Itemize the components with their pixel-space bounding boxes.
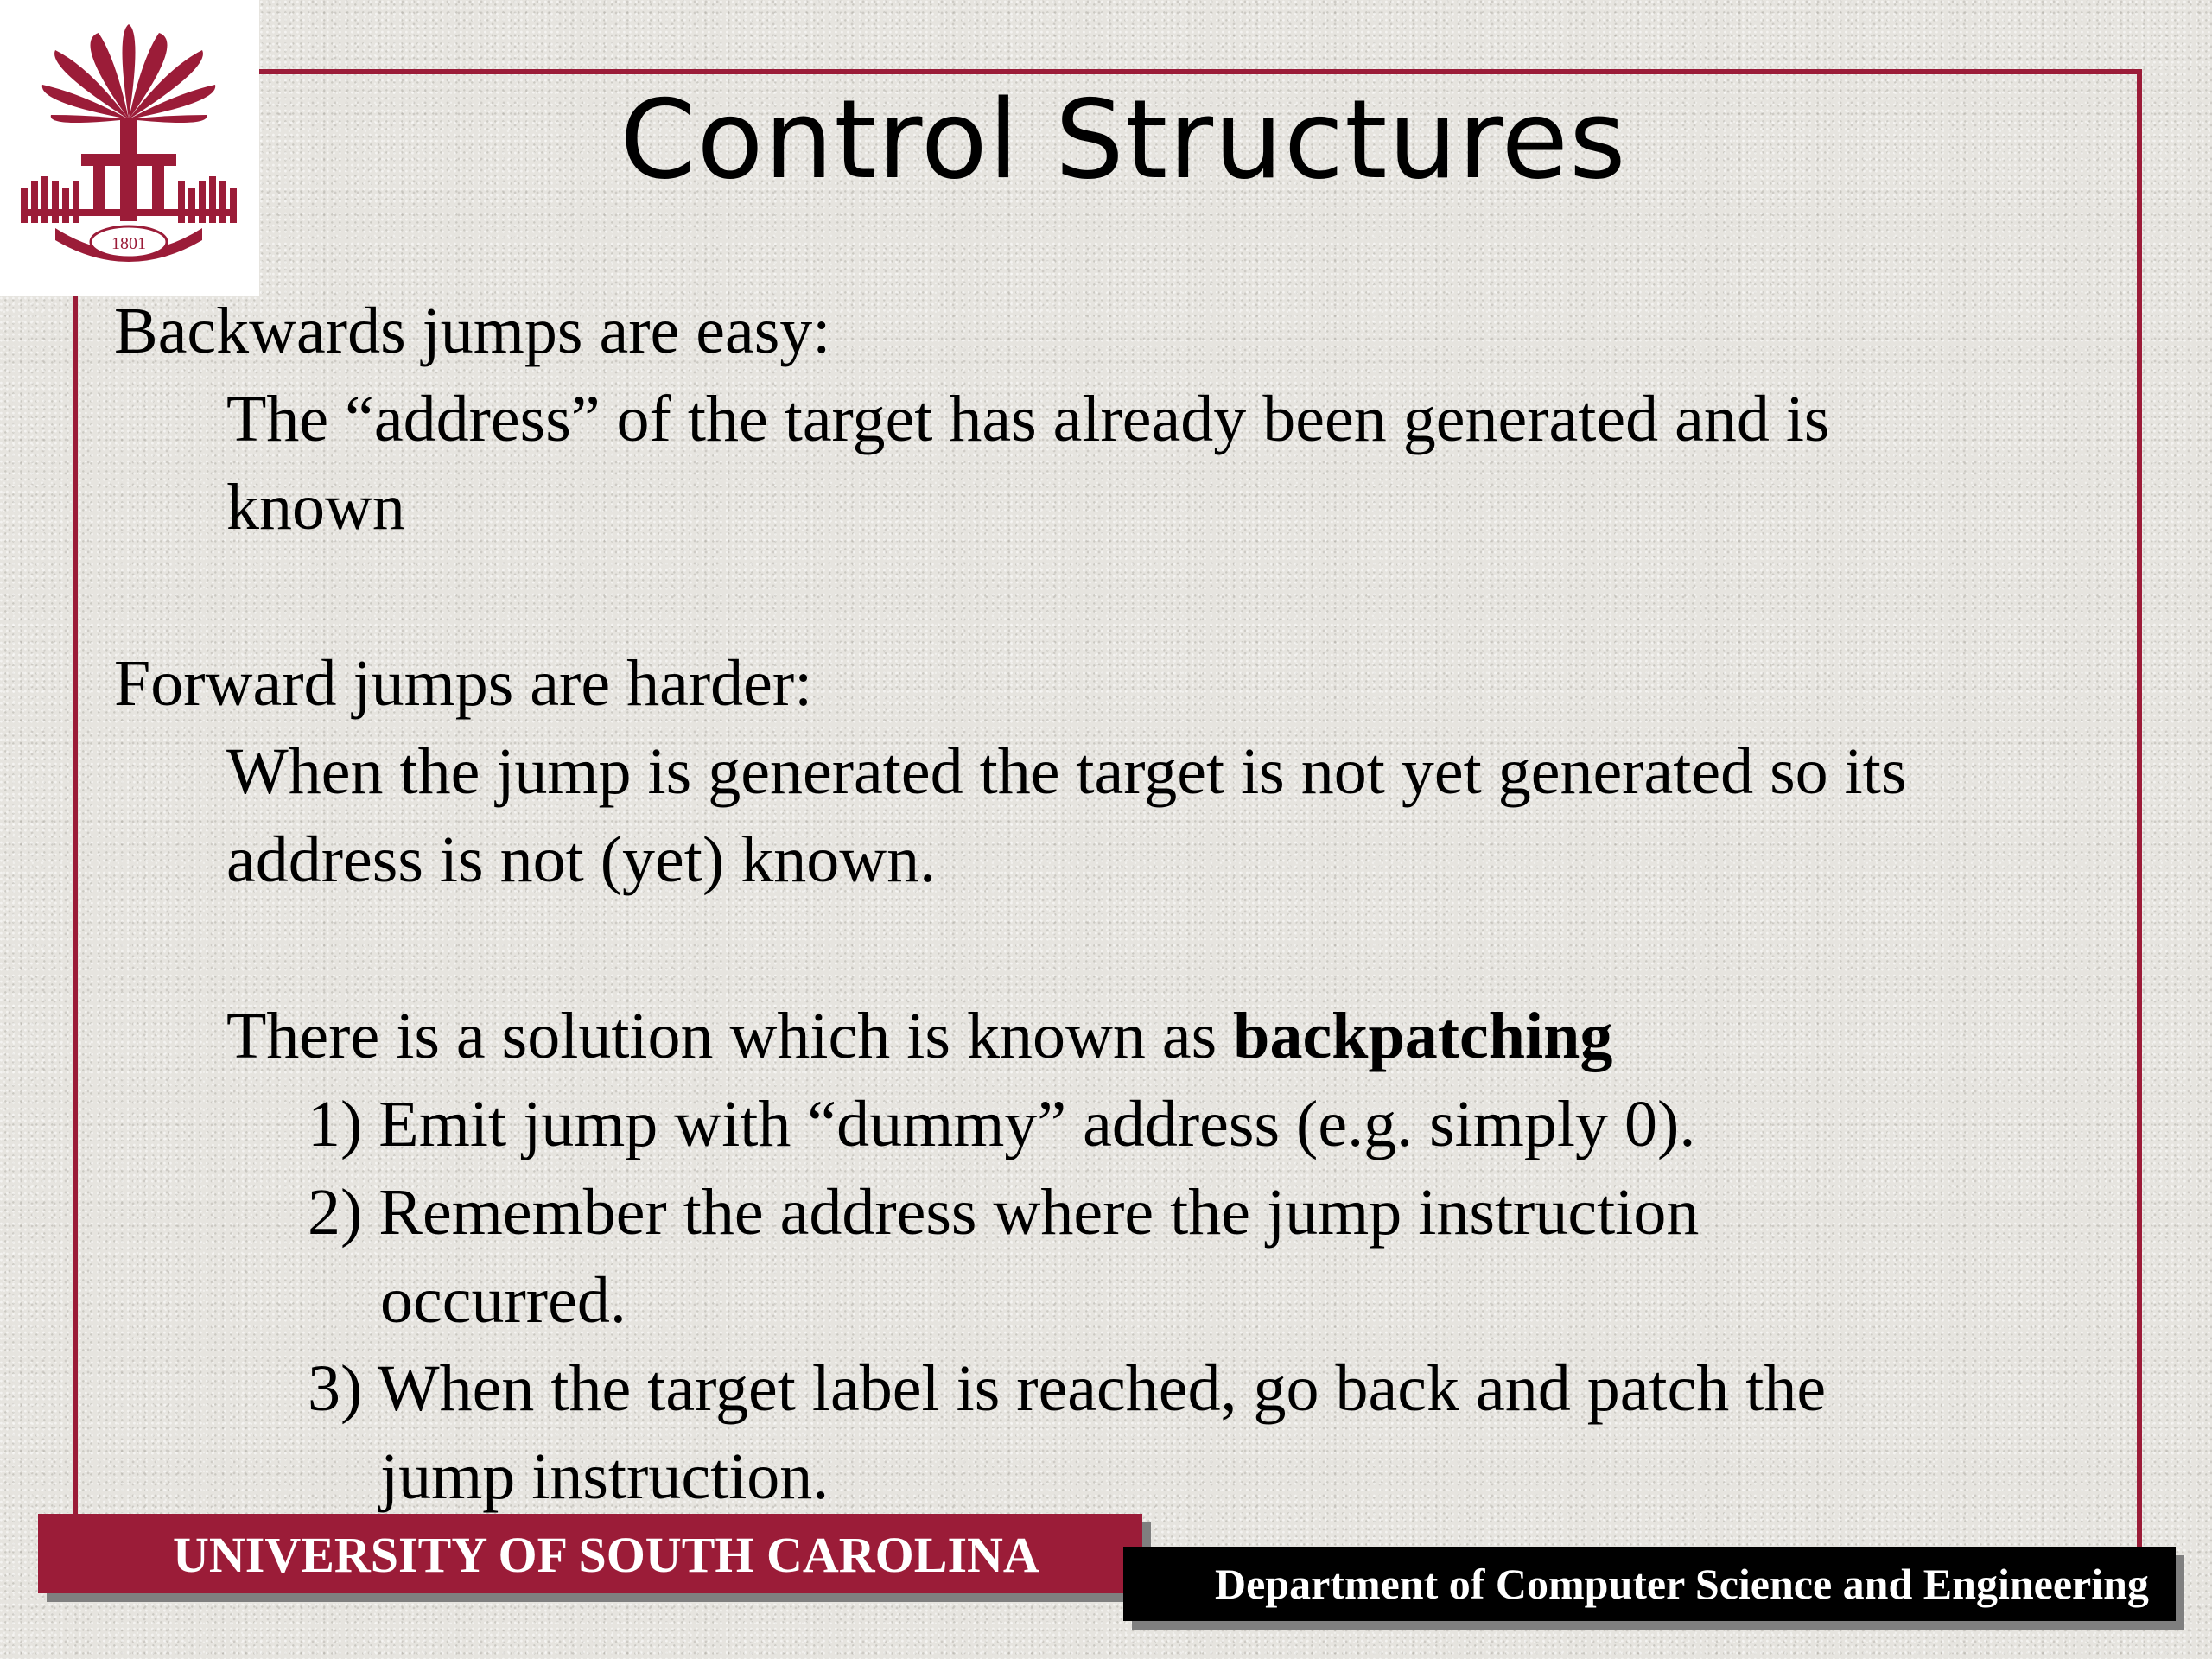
- bullet-heading-forward: Forward jumps are harder:: [114, 647, 813, 720]
- backpatching-term: backpatching: [1233, 1000, 1613, 1072]
- bullet-text: When the jump is generated the target is not yet generated so its: [226, 735, 1907, 808]
- university-name: UNIVERSITY OF SOUTH CAROLINA: [173, 1527, 1039, 1583]
- step-item-continued: occurred.: [380, 1264, 626, 1337]
- bullet-text: address is not (yet) known.: [226, 823, 937, 896]
- step-item: 2) Remember the address where the jump instruction: [308, 1176, 1700, 1249]
- university-footer-bar: [38, 1514, 1142, 1593]
- bullet-heading-backwards: Backwards jumps are easy:: [114, 295, 831, 367]
- slide-body: [114, 287, 2127, 1521]
- bullet-text: The “address” of the target has already been generated and is: [226, 383, 1830, 455]
- slide-title: Control Structures: [620, 76, 1627, 203]
- palmetto-seal-icon: [21, 24, 237, 266]
- step-item: 1) Emit jump with “dummy” address (e.g. simply 0).: [308, 1088, 1696, 1160]
- step-item-continued: jump instruction.: [380, 1440, 830, 1513]
- university-logo: [0, 0, 259, 296]
- solution-line: [114, 992, 2127, 1080]
- svg-text:1801: 1801: [111, 234, 146, 253]
- department-footer-bar: [1123, 1547, 2176, 1621]
- department-name: Department of Computer Science and Engineering: [1215, 1560, 2149, 1608]
- step-item: 3) When the target label is reached, go back and patch the: [308, 1352, 1827, 1425]
- solution-text: There is a solution which is known as: [226, 1000, 1234, 1072]
- bullet-text: known: [226, 471, 405, 543]
